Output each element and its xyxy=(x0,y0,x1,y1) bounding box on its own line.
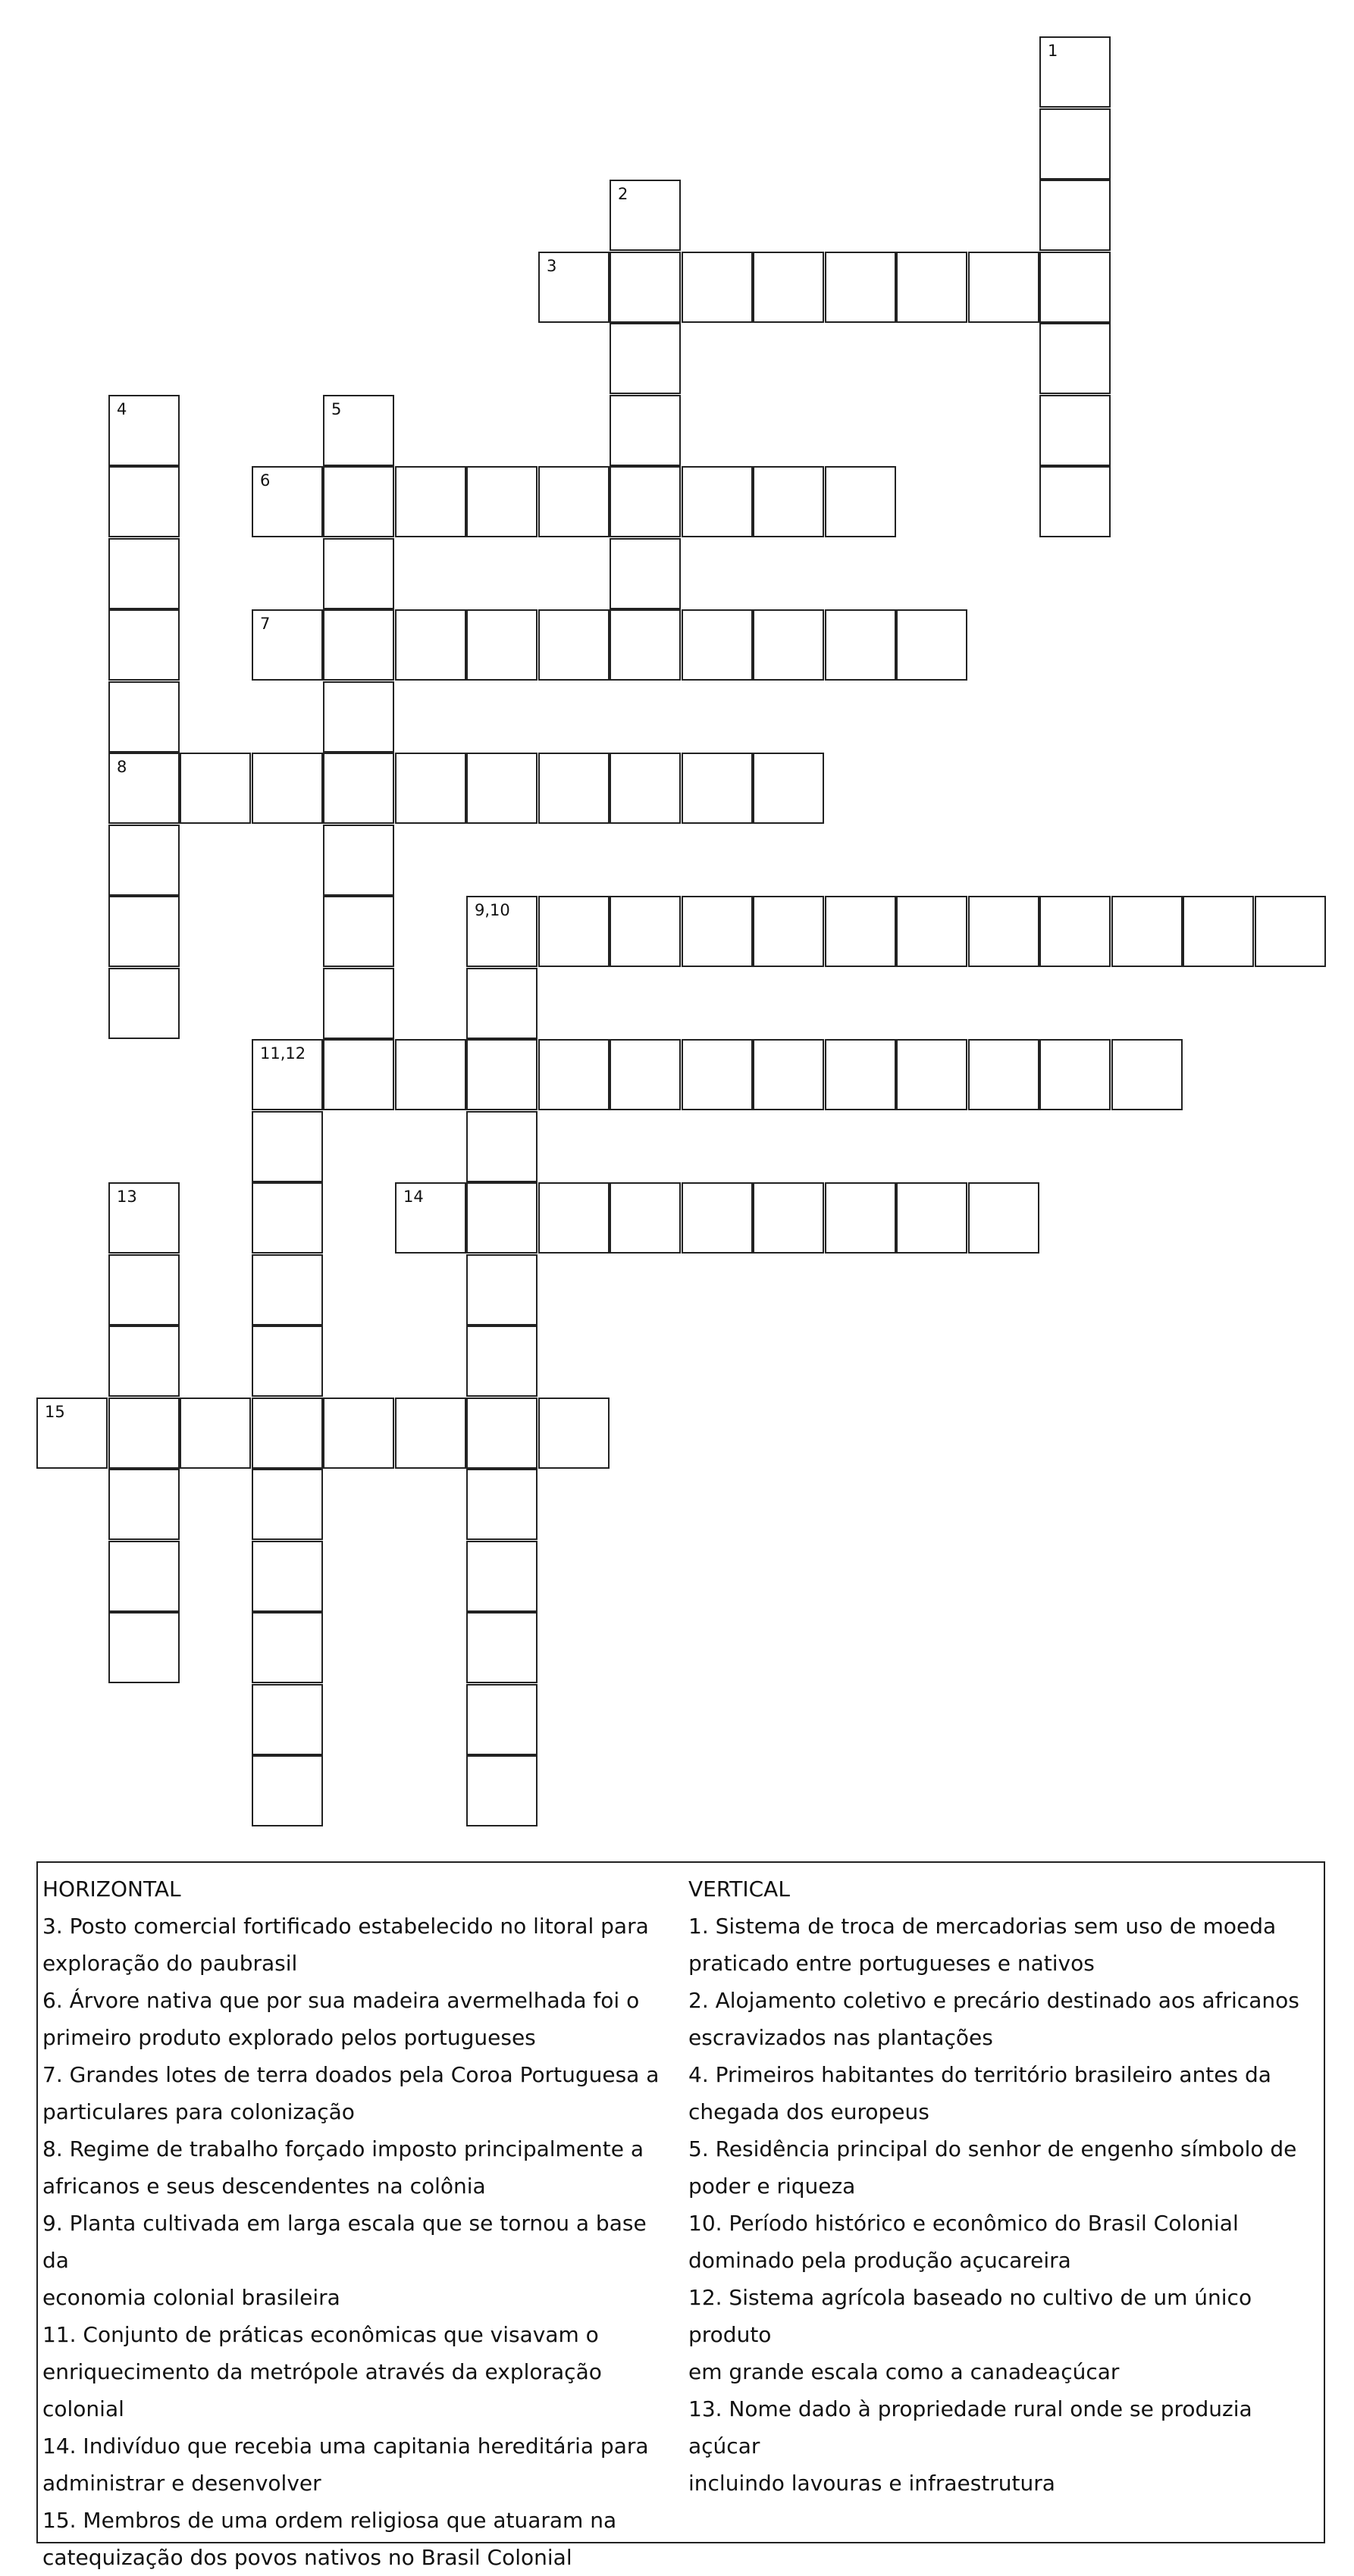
crossword-cell[interactable] xyxy=(1255,896,1326,967)
crossword-cell[interactable] xyxy=(610,323,681,394)
crossword-cell[interactable] xyxy=(1039,108,1111,180)
crossword-cell[interactable] xyxy=(610,609,681,681)
crossword-cell[interactable] xyxy=(825,1039,896,1110)
clue-number: 9,10 xyxy=(475,901,510,919)
crossword-cell[interactable] xyxy=(108,1182,180,1254)
clue-number: 14 xyxy=(403,1188,424,1206)
clue-number: 7 xyxy=(260,615,271,633)
crossword-cell[interactable] xyxy=(610,538,681,609)
crossword-cell[interactable] xyxy=(252,1469,323,1540)
crossword-cell[interactable] xyxy=(252,1398,323,1469)
crossword-cell[interactable] xyxy=(108,1541,180,1612)
horizontal-clue-line: 15. Membros de uma ordem religiosa que atuaram na xyxy=(42,2508,617,2533)
crossword-cell[interactable] xyxy=(395,753,466,824)
crossword-cell[interactable] xyxy=(753,466,824,537)
crossword-cell[interactable] xyxy=(682,252,753,323)
crossword-cell[interactable] xyxy=(1039,323,1111,394)
crossword-cell[interactable] xyxy=(610,252,681,323)
crossword-cell[interactable] xyxy=(108,538,180,609)
crossword-cell[interactable] xyxy=(896,1039,967,1110)
crossword-cell[interactable] xyxy=(682,1182,753,1254)
crossword-cell[interactable] xyxy=(610,180,681,251)
crossword-cell[interactable] xyxy=(538,466,610,537)
horizontal-clue-line: 14. Indivíduo que recebia uma capitania hereditária para xyxy=(42,2434,649,2459)
crossword-cell[interactable] xyxy=(323,609,394,681)
crossword-cell[interactable] xyxy=(825,896,896,967)
crossword-cell[interactable] xyxy=(466,609,538,681)
crossword-cell[interactable] xyxy=(395,609,466,681)
crossword-cell[interactable] xyxy=(180,1398,251,1469)
crossword-cell[interactable] xyxy=(323,395,394,466)
crossword-cell[interactable] xyxy=(395,1182,466,1254)
crossword-cell[interactable] xyxy=(466,753,538,824)
crossword-cell[interactable] xyxy=(753,753,824,824)
horizontal-clue-line: economia colonial brasileira xyxy=(42,2285,340,2310)
crossword-cell[interactable] xyxy=(466,1469,538,1540)
crossword-cell[interactable] xyxy=(323,681,394,753)
crossword-cell[interactable] xyxy=(395,1039,466,1110)
crossword-cell[interactable] xyxy=(108,1612,180,1683)
horizontal-clue-line: 11. Conjunto de práticas econômicas que visavam o xyxy=(42,2322,599,2347)
crossword-cell[interactable] xyxy=(108,395,180,466)
crossword-cell[interactable] xyxy=(896,609,967,681)
crossword-cell[interactable] xyxy=(466,1398,538,1469)
crossword-cell[interactable] xyxy=(466,1182,538,1254)
vertical-clue-line: 1. Sistema de troca de mercadorias sem uso de moeda xyxy=(688,1914,1277,1939)
crossword-cell[interactable] xyxy=(1183,896,1254,967)
crossword-cell[interactable] xyxy=(610,896,681,967)
crossword-cell[interactable] xyxy=(252,1755,323,1826)
crossword-cell[interactable] xyxy=(252,609,323,681)
crossword-cell[interactable] xyxy=(466,1612,538,1683)
crossword-cell[interactable] xyxy=(968,1182,1039,1254)
crossword-cell[interactable] xyxy=(466,1541,538,1612)
crossword-cell[interactable] xyxy=(323,896,394,967)
crossword-cell[interactable] xyxy=(395,466,466,537)
crossword-cell[interactable] xyxy=(252,753,323,824)
horizontal-clue-line: 3. Posto comercial fortificado estabelecido no litoral para xyxy=(42,1914,649,1939)
crossword-cell[interactable] xyxy=(323,466,394,537)
clue-number: 4 xyxy=(117,400,127,418)
horizontal-clue-line: 6. Árvore nativa que por sua madeira avermelhada foi o xyxy=(42,1988,640,2013)
crossword-cell[interactable] xyxy=(1111,896,1183,967)
crossword-cell[interactable] xyxy=(825,609,896,681)
clue-number: 3 xyxy=(547,257,557,275)
horizontal-clue-line: africanos e seus descendentes na colônia xyxy=(42,2174,486,2199)
vertical-clue-line: 5. Residência principal do senhor de engenho símbolo de xyxy=(688,2136,1297,2161)
crossword-cell[interactable] xyxy=(108,753,180,824)
vertical-clue-line: 12. Sistema agrícola baseado no cultivo de um único produto xyxy=(688,2285,1252,2347)
crossword-cell[interactable] xyxy=(538,609,610,681)
crossword-cell[interactable] xyxy=(108,681,180,753)
clue-number: 13 xyxy=(117,1188,137,1206)
crossword-cell[interactable] xyxy=(466,466,538,537)
crossword-cell[interactable] xyxy=(538,896,610,967)
vertical-clue-line: 13. Nome dado à propriedade rural onde se produzia açúcar xyxy=(688,2396,1252,2459)
crossword-cell[interactable] xyxy=(538,1398,610,1469)
horizontal-clue-line: 7. Grandes lotes de terra doados pela Coroa Portuguesa a xyxy=(42,2062,660,2087)
crossword-cell[interactable] xyxy=(610,1039,681,1110)
crossword-cell[interactable] xyxy=(1039,896,1111,967)
vertical-clue-line: em grande escala como a canadeaçúcar xyxy=(688,2359,1120,2384)
horizontal-clue-line: 9. Planta cultivada em larga escala que se tornou a base da xyxy=(42,2211,647,2273)
crossword-cell[interactable] xyxy=(825,1182,896,1254)
crossword-cell[interactable] xyxy=(252,1039,323,1110)
crossword-cell[interactable] xyxy=(466,1684,538,1755)
vertical-clue-line: escravizados nas plantações xyxy=(688,2025,993,2050)
crossword-cell[interactable] xyxy=(610,1182,681,1254)
crossword-cell[interactable] xyxy=(610,753,681,824)
crossword-cell[interactable] xyxy=(610,395,681,466)
clue-number: 1 xyxy=(1048,42,1058,60)
vertical-clue-line: dominado pela produção açucareira xyxy=(688,2248,1071,2273)
crossword-cell[interactable] xyxy=(1039,180,1111,251)
clue-number: 5 xyxy=(331,400,342,418)
crossword-cell[interactable] xyxy=(538,1039,610,1110)
crossword-cell[interactable] xyxy=(252,466,323,537)
crossword-cell[interactable] xyxy=(968,896,1039,967)
crossword-cell[interactable] xyxy=(682,896,753,967)
crossword-cell[interactable] xyxy=(466,1039,538,1110)
crossword-cell[interactable] xyxy=(395,1398,466,1469)
horizontal-clues xyxy=(42,1870,679,2576)
crossword-cell[interactable] xyxy=(538,252,610,323)
horizontal-clue-line: particulares para colonização xyxy=(42,2099,355,2124)
clue-number: 2 xyxy=(618,185,628,203)
crossword-cell[interactable] xyxy=(753,252,824,323)
crossword-cell[interactable] xyxy=(466,896,538,967)
crossword-cell[interactable] xyxy=(323,1039,394,1110)
crossword-cell[interactable] xyxy=(1039,1039,1111,1110)
crossword-cell[interactable] xyxy=(825,466,896,537)
crossword-cell[interactable] xyxy=(538,753,610,824)
crossword-cell[interactable] xyxy=(108,1469,180,1540)
clues-box xyxy=(36,1861,1325,2570)
vertical-clue-line: incluindo lavouras e infraestrutura xyxy=(688,2471,1055,2496)
crossword-cell[interactable] xyxy=(682,609,753,681)
crossword-cell[interactable] xyxy=(466,1755,538,1826)
crossword-cell[interactable] xyxy=(252,1182,323,1254)
crossword-cell[interactable] xyxy=(252,1111,323,1182)
crossword-cell[interactable] xyxy=(252,1684,323,1755)
crossword-cell[interactable] xyxy=(108,609,180,681)
horizontal-heading: HORIZONTAL xyxy=(42,1876,181,1901)
clue-number: 8 xyxy=(117,758,127,776)
crossword-cell[interactable] xyxy=(825,252,896,323)
horizontal-clue-line: 8. Regime de trabalho forçado imposto principalmente a xyxy=(42,2136,644,2161)
crossword-cell[interactable] xyxy=(1039,395,1111,466)
crossword-cell[interactable] xyxy=(753,1182,824,1254)
crossword-cell[interactable] xyxy=(323,968,394,1039)
crossword-cell[interactable] xyxy=(753,896,824,967)
clue-number: 6 xyxy=(260,471,271,490)
horizontal-clue-line: administrar e desenvolver xyxy=(42,2471,321,2496)
horizontal-clue-line: exploração do paubrasil xyxy=(42,1951,298,1976)
vertical-clue-line: poder e riqueza xyxy=(688,2174,856,2199)
crossword-cell[interactable] xyxy=(323,825,394,896)
crossword-cell[interactable] xyxy=(1039,36,1111,108)
crossword-cell[interactable] xyxy=(180,753,251,824)
horizontal-clue-line: primeiro produto explorado pelos portugueses xyxy=(42,2025,536,2050)
crossword-cell[interactable] xyxy=(682,753,753,824)
crossword-cell[interactable] xyxy=(466,1326,538,1397)
crossword-cell[interactable] xyxy=(108,1326,180,1397)
vertical-clue-line: 10. Período histórico e econômico do Brasil Colonial xyxy=(688,2211,1239,2236)
crossword-cell[interactable] xyxy=(252,1541,323,1612)
clue-number: 11,12 xyxy=(260,1044,306,1063)
crossword-cell[interactable] xyxy=(610,466,681,537)
vertical-clue-line: 2. Alojamento coletivo e precário destinado aos africanos xyxy=(688,1988,1299,2013)
crossword-cell[interactable] xyxy=(466,1111,538,1182)
vertical-clue-line: 4. Primeiros habitantes do território brasileiro antes da xyxy=(688,2062,1271,2087)
crossword-cell[interactable] xyxy=(466,968,538,1039)
crossword-cell[interactable] xyxy=(108,466,180,537)
crossword-cell[interactable] xyxy=(108,1398,180,1469)
horizontal-clue-line: enriquecimento da metrópole através da exploração colonial xyxy=(42,2359,602,2421)
vertical-clues xyxy=(688,1870,1325,2502)
crossword-cell[interactable] xyxy=(252,1326,323,1397)
crossword-cell[interactable] xyxy=(323,538,394,609)
clue-number: 15 xyxy=(45,1403,65,1421)
crossword-cell[interactable] xyxy=(896,1182,967,1254)
crossword-cell[interactable] xyxy=(538,1182,610,1254)
crossword-cell[interactable] xyxy=(682,1039,753,1110)
crossword-cell[interactable] xyxy=(323,1398,394,1469)
crossword-cell[interactable] xyxy=(968,1039,1039,1110)
crossword-cell[interactable] xyxy=(466,1254,538,1326)
crossword-cell[interactable] xyxy=(1111,1039,1183,1110)
horizontal-clue-line: catequização dos povos nativos no Brasil Colonial xyxy=(42,2545,572,2570)
crossword-cell[interactable] xyxy=(896,896,967,967)
crossword-cell[interactable] xyxy=(753,1039,824,1110)
crossword-cell[interactable] xyxy=(682,466,753,537)
crossword-cell[interactable] xyxy=(108,968,180,1039)
vertical-clue-line: chegada dos europeus xyxy=(688,2099,929,2124)
vertical-clue-line: praticado entre portugueses e nativos xyxy=(688,1951,1095,1976)
crossword-cell[interactable] xyxy=(108,825,180,896)
crossword-cell[interactable] xyxy=(108,896,180,967)
crossword-cell[interactable] xyxy=(252,1612,323,1683)
crossword-cell[interactable] xyxy=(36,1398,108,1469)
crossword-cell[interactable] xyxy=(108,1254,180,1326)
crossword-cell[interactable] xyxy=(753,609,824,681)
crossword-cell[interactable] xyxy=(323,753,394,824)
crossword-cell[interactable] xyxy=(896,252,967,323)
crossword-cell[interactable] xyxy=(1039,252,1111,323)
crossword-cell[interactable] xyxy=(1039,466,1111,537)
crossword-cell[interactable] xyxy=(252,1254,323,1326)
vertical-heading: VERTICAL xyxy=(688,1876,790,1901)
crossword-cell[interactable] xyxy=(968,252,1039,323)
